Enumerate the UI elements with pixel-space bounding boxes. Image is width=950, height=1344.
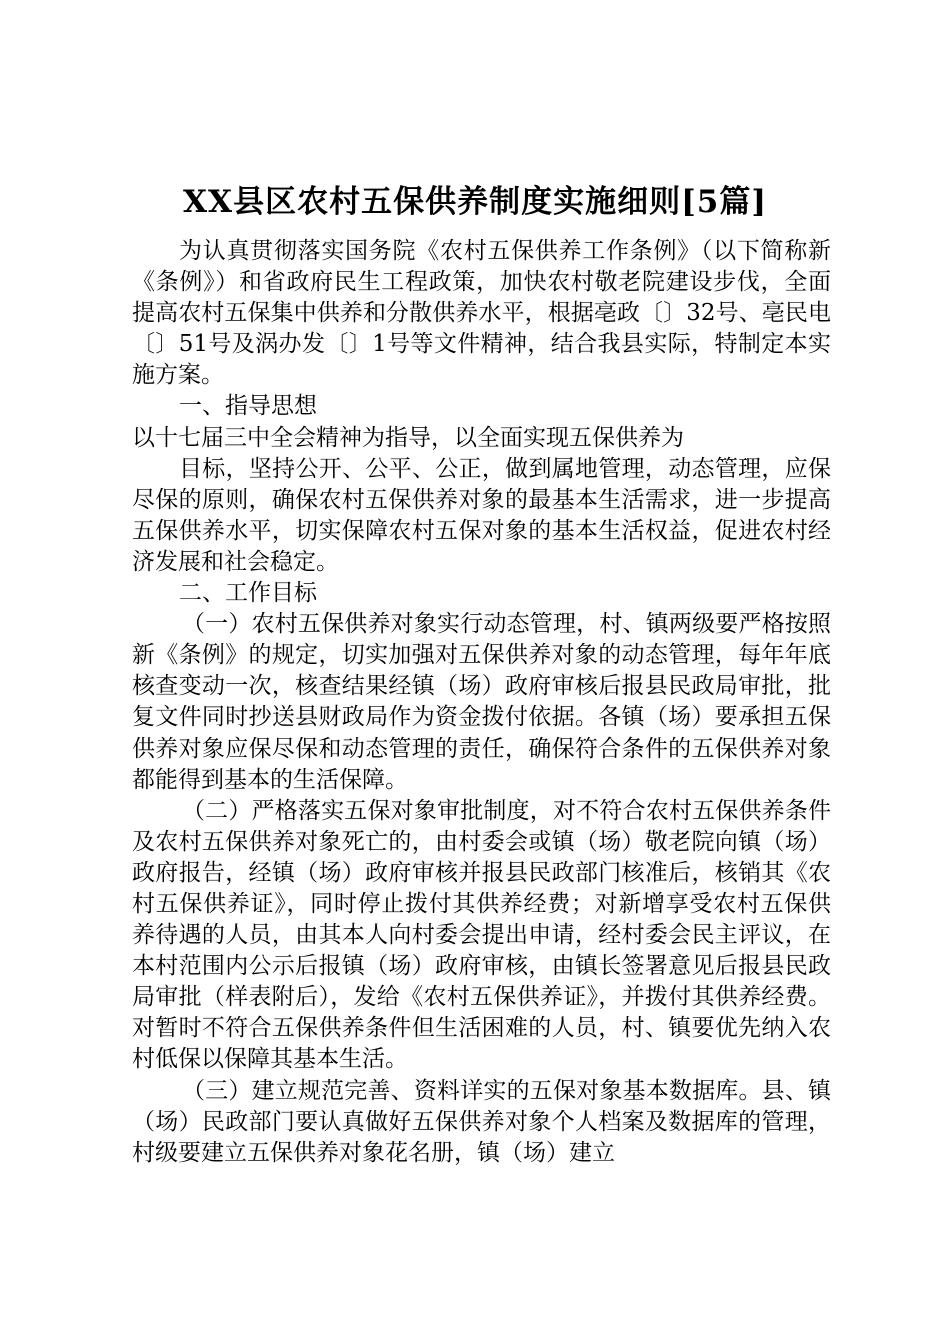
paragraph-guiding-body: 目标，坚持公开、公平、公正，做到属地管理，动态管理，应保尽保的原则，确保农村五保供养对象的最基本生活需求，进一步提高五保供养水平，切实保障农村五保对象的基本生活权益，促进农村经济发展和社会稳定。 <box>132 455 831 575</box>
paragraph-guiding-lead: 以十七届三中全会精神为指导，以全面实现五保供养为 <box>132 424 684 451</box>
paragraph-goal-3: （三）建立规范完善、资料详实的五保对象基本数据库。县、镇（场）民政部门要认真做好五保供养对象个人档案及数据库的管理，村级要建立五保供养对象花名册，镇（场）建立 <box>132 1077 831 1166</box>
heading-work-goals: 二、工作目标 <box>179 580 317 607</box>
paragraph-goal-1: （一）农村五保供养对象实行动态管理，村、镇两级要严格按照新《条例》的规定，切实加强对五保供养对象的动态管理，每年年底核查变动一次，核查结果经镇（场）政府审核后报县民政局审批，批复文件同时抄送县财政局作为资金拨付依据。各镇（场）要承担五保供养对象应保尽保和动态管理的责任，确保符合条件的五保供养对象都能得到基本的生活保障。 <box>132 611 831 793</box>
paragraph-intro: 为认真贯彻落实国务院《农村五保供养工作条例》（以下简称新《条例》）和省政府民生工程政策，加快农村敬老院建设步伐，全面提高农村五保集中供养和分散供养水平，根据亳政〔〕32号、亳民电〔〕51号及涡办发〔〕1号等文件精神，结合我县实际，特制定本实施方案。 <box>132 238 831 389</box>
document-title: XX县区农村五保供养制度实施细则[5篇] <box>182 184 767 220</box>
paragraph-goal-2: （二）严格落实五保对象审批制度，对不符合农村五保供养条件及农村五保供养对象死亡的，由村委会或镇（场）敬老院向镇（场）政府报告，经镇（场）政府审核并报县民政部门核准后，核销其《农村五保供养证》，同时停止拨付其供养经费；对新增享受农村五保供养待遇的人员，由其本人向村委会提出申请，经村委会民主评议，在本村范围内公示后报镇（场）政府审核，由镇长签署意见后报县民政局审批（样表附后），发给《农村五保供养证》，并拨付其供养经费。对暂时不符合五保供养条件但生活困难的人员，村、镇要优先纳入农村低保以保障其基本生活。 <box>132 797 831 1073</box>
heading-guiding-ideology: 一、指导思想 <box>179 393 317 420</box>
document-body <box>132 236 831 1169</box>
